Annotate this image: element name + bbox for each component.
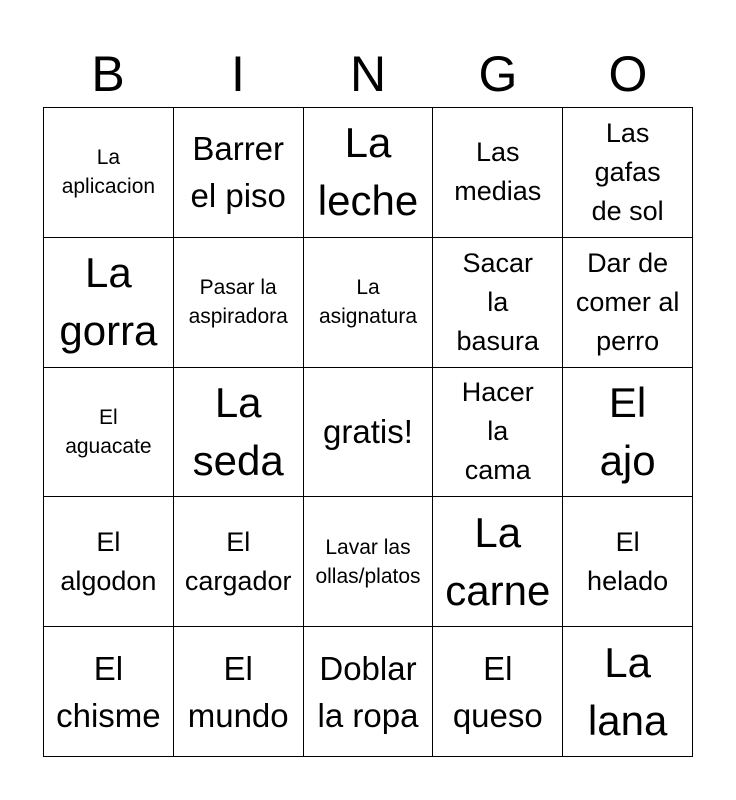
header-letter-o: O [608, 46, 648, 102]
bingo-cell[interactable] [304, 108, 434, 238]
bingo-cell[interactable] [433, 238, 563, 368]
bingo-cell[interactable] [563, 238, 693, 368]
bingo-cell[interactable] [44, 108, 174, 238]
bingo-cell[interactable] [304, 238, 434, 368]
bingo-cell-label: gratis! [323, 413, 413, 451]
bingo-cell[interactable] [433, 108, 563, 238]
bingo-cell-label: La seda [192, 378, 284, 484]
bingo-cell[interactable] [304, 368, 434, 498]
bingo-cell[interactable] [563, 497, 693, 627]
bingo-cell-label: Barrer el piso [190, 130, 286, 215]
bingo-cell-label: El chisme [56, 649, 161, 734]
bingo-cell[interactable] [304, 627, 434, 757]
header-letter-i: I [231, 46, 245, 102]
bingo-cell-label: Lavar las ollas/platos [315, 535, 421, 588]
bingo-cell-label: La carne [445, 508, 551, 614]
bingo-cell-label: Sacar la basura [456, 247, 540, 356]
bingo-cell[interactable] [174, 627, 304, 757]
bingo-cell-label: La aplicacion [61, 146, 156, 199]
bingo-cell[interactable] [563, 368, 693, 498]
bingo-cell-label: El helado [587, 526, 669, 596]
bingo-cell[interactable] [433, 368, 563, 498]
header-letter-n: N [349, 46, 387, 102]
bingo-cell-label: La asignatura [318, 276, 418, 329]
bingo-cell[interactable] [44, 627, 174, 757]
header-letter-b: B [91, 46, 125, 102]
bingo-cell-label: El cargador [184, 526, 292, 596]
bingo-cell-label: La leche [317, 119, 419, 225]
bingo-cell-label: Hacer la cama [461, 377, 534, 486]
bingo-cell[interactable] [433, 627, 563, 757]
bingo-cell-label: Las gafas de sol [591, 117, 664, 226]
bingo-cell-label: El algodon [60, 526, 157, 596]
bingo-cell[interactable] [44, 497, 174, 627]
bingo-cell[interactable] [304, 497, 434, 627]
bingo-cell[interactable] [174, 238, 304, 368]
bingo-cell[interactable] [44, 238, 174, 368]
bingo-cell-label: Las medias [454, 137, 542, 207]
bingo-cell[interactable] [563, 627, 693, 757]
bingo-cell-label: El ajo [599, 378, 656, 484]
bingo-cell[interactable] [433, 497, 563, 627]
bingo-cell-label: El aguacate [65, 405, 152, 458]
bingo-card-grid [43, 107, 693, 757]
bingo-cell-label: El mundo [187, 649, 289, 734]
bingo-header [43, 46, 693, 102]
bingo-cell-label: Pasar la aspiradora [188, 276, 288, 329]
bingo-cell-label: Doblar la ropa [317, 649, 419, 734]
bingo-cell[interactable] [174, 368, 304, 498]
bingo-cell-label: La gorra [59, 249, 158, 355]
bingo-cell-label: Dar de comer al perro [575, 247, 680, 356]
bingo-cell-label: La lana [587, 638, 668, 744]
bingo-cell[interactable] [174, 108, 304, 238]
bingo-cell-label: El queso [452, 649, 543, 734]
header-letter-g: G [478, 46, 518, 102]
bingo-cell[interactable] [174, 497, 304, 627]
bingo-cell[interactable] [563, 108, 693, 238]
bingo-cell[interactable] [44, 368, 174, 498]
